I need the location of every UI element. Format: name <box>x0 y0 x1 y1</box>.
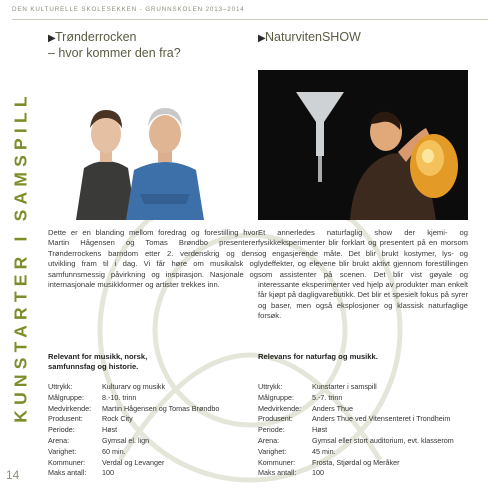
event-description: Et annerledes naturfaglig show der kjemi- og fysikkeksperimenter blir forklart og presentert på en morsom og engasjerende måte. Det blir brukt kostymer, lys- og lydeffekter, og elevene blir brukt aktivt gjennom forestillingen som assistenter på scenen. Det blir vist gøyale og interessante eksperimenter ved hjelp av produkter man enkelt får kjøpt på dagligvarebutikk. Det blir et spesielt fokus på syrer og baser, men også eksplosjoner og klassisk naturfaglige forsøk. <box>258 228 468 321</box>
detail-key: Kommuner: <box>258 457 296 467</box>
event-title-line1: Trønderrocken <box>55 30 137 44</box>
detail-row <box>258 425 468 436</box>
event-photo <box>48 70 258 220</box>
event-title <box>258 30 468 46</box>
detail-row <box>48 458 258 469</box>
detail-value: Anders Thue ved Vitensenteret i Trondheim <box>312 414 451 424</box>
detail-value: Høst <box>102 425 118 435</box>
header-divider <box>12 19 488 20</box>
event-title-line1: NaturvitenSHOW <box>265 30 361 44</box>
detail-row <box>258 458 468 469</box>
detail-row <box>258 382 468 393</box>
detail-key: Kommuner: <box>48 457 86 467</box>
event-relevance <box>258 352 468 362</box>
detail-key: Produsent: <box>48 414 83 424</box>
detail-row <box>48 436 258 447</box>
detail-row <box>48 425 258 436</box>
photo-science-experiment <box>258 70 468 220</box>
detail-key: Målgruppe: <box>48 392 84 402</box>
detail-key: Periode: <box>258 425 285 435</box>
detail-value: Rock City <box>102 414 133 424</box>
detail-key: Arena: <box>258 435 280 445</box>
detail-value: Kunstarter i samspill <box>312 382 377 391</box>
page-number: 14 <box>6 468 20 482</box>
detail-value: 100 <box>102 468 114 478</box>
event-relevance <box>48 352 258 373</box>
detail-value: 100 <box>312 468 324 478</box>
detail-row <box>48 447 258 458</box>
detail-value: 5.-7. trinn <box>312 392 343 402</box>
detail-value: Anders Thue <box>312 403 354 413</box>
detail-row <box>48 468 258 479</box>
detail-value: Gymsal eller stort auditorium, evt. klasserom <box>312 435 454 445</box>
relevance-line1: Relevans for naturfag og musikk. <box>258 352 378 361</box>
event-description: Dette er en blanding mellom foredrag og forestilling hvor Martin Hågensen og Tomas Brøndbo presenterer Trønderrockens barndom etter 2. verdenskrig og dens utvikling fram til i dag. Vi får høre om musikalsk og samfunnsmessig påvirkning og inspirasjon. Nasjonale og internasjonale musikkformer og artister trekkes inn. <box>48 228 258 290</box>
detail-key: Periode: <box>48 425 75 435</box>
event-details <box>258 382 468 479</box>
detail-row <box>258 468 468 479</box>
detail-row <box>48 393 258 404</box>
detail-key: Arena: <box>48 435 70 445</box>
event-naturvitenshow <box>258 30 468 498</box>
detail-row <box>48 414 258 425</box>
event-photo <box>258 70 468 220</box>
detail-value: Høst <box>312 425 328 435</box>
detail-key: Uttrykk: <box>48 382 73 391</box>
detail-value: Martin Hågensen og Tomas Brøndbo <box>102 403 220 413</box>
detail-row <box>258 393 468 404</box>
triangle-right-icon: ▶ <box>258 33 266 44</box>
detail-row <box>258 414 468 425</box>
detail-row <box>258 404 468 415</box>
detail-key: Produsent: <box>258 414 293 424</box>
detail-row <box>258 447 468 458</box>
detail-value: Kulturarv og musikk <box>102 382 166 391</box>
detail-value: 8.-10. trinn <box>102 392 137 402</box>
page-header: DEN KULTURELLE SKOLESEKKEN - GRUNNSKOLEN 2013–2014 <box>12 6 245 13</box>
relevance-line2: samfunnsfag og historie. <box>48 362 139 372</box>
event-trønderrocken <box>48 30 258 498</box>
event-title <box>48 30 258 61</box>
detail-key: Målgruppe: <box>258 392 294 402</box>
detail-key: Varighet: <box>258 446 287 456</box>
detail-value: Frosta, Stjørdal og Meråker <box>312 457 400 467</box>
detail-row <box>48 404 258 415</box>
detail-key: Uttrykk: <box>258 382 283 391</box>
detail-row <box>258 436 468 447</box>
detail-value: Gymsal el. lign <box>102 435 150 445</box>
photo-two-men <box>48 70 258 220</box>
detail-key: Maks antall: <box>48 468 87 478</box>
section-title-vertical <box>8 42 34 472</box>
detail-row <box>48 382 258 393</box>
event-title-line2: – hvor kommer den fra? <box>48 46 181 60</box>
detail-key: Varighet: <box>48 446 77 456</box>
event-details <box>48 382 258 479</box>
section-title-text: KUNSTARTER I SAMSPILL <box>10 91 31 423</box>
detail-value: 45 min. <box>312 446 336 456</box>
detail-key: Medvirkende: <box>48 403 92 413</box>
detail-key: Maks antall: <box>258 468 297 478</box>
detail-key: Medvirkende: <box>258 403 302 413</box>
relevance-line1: Relevant for musikk, norsk, <box>48 352 148 361</box>
detail-value: Verdal og Levanger <box>102 457 165 467</box>
triangle-right-icon: ▶ <box>48 33 56 44</box>
detail-value: 60 min. <box>102 446 126 456</box>
